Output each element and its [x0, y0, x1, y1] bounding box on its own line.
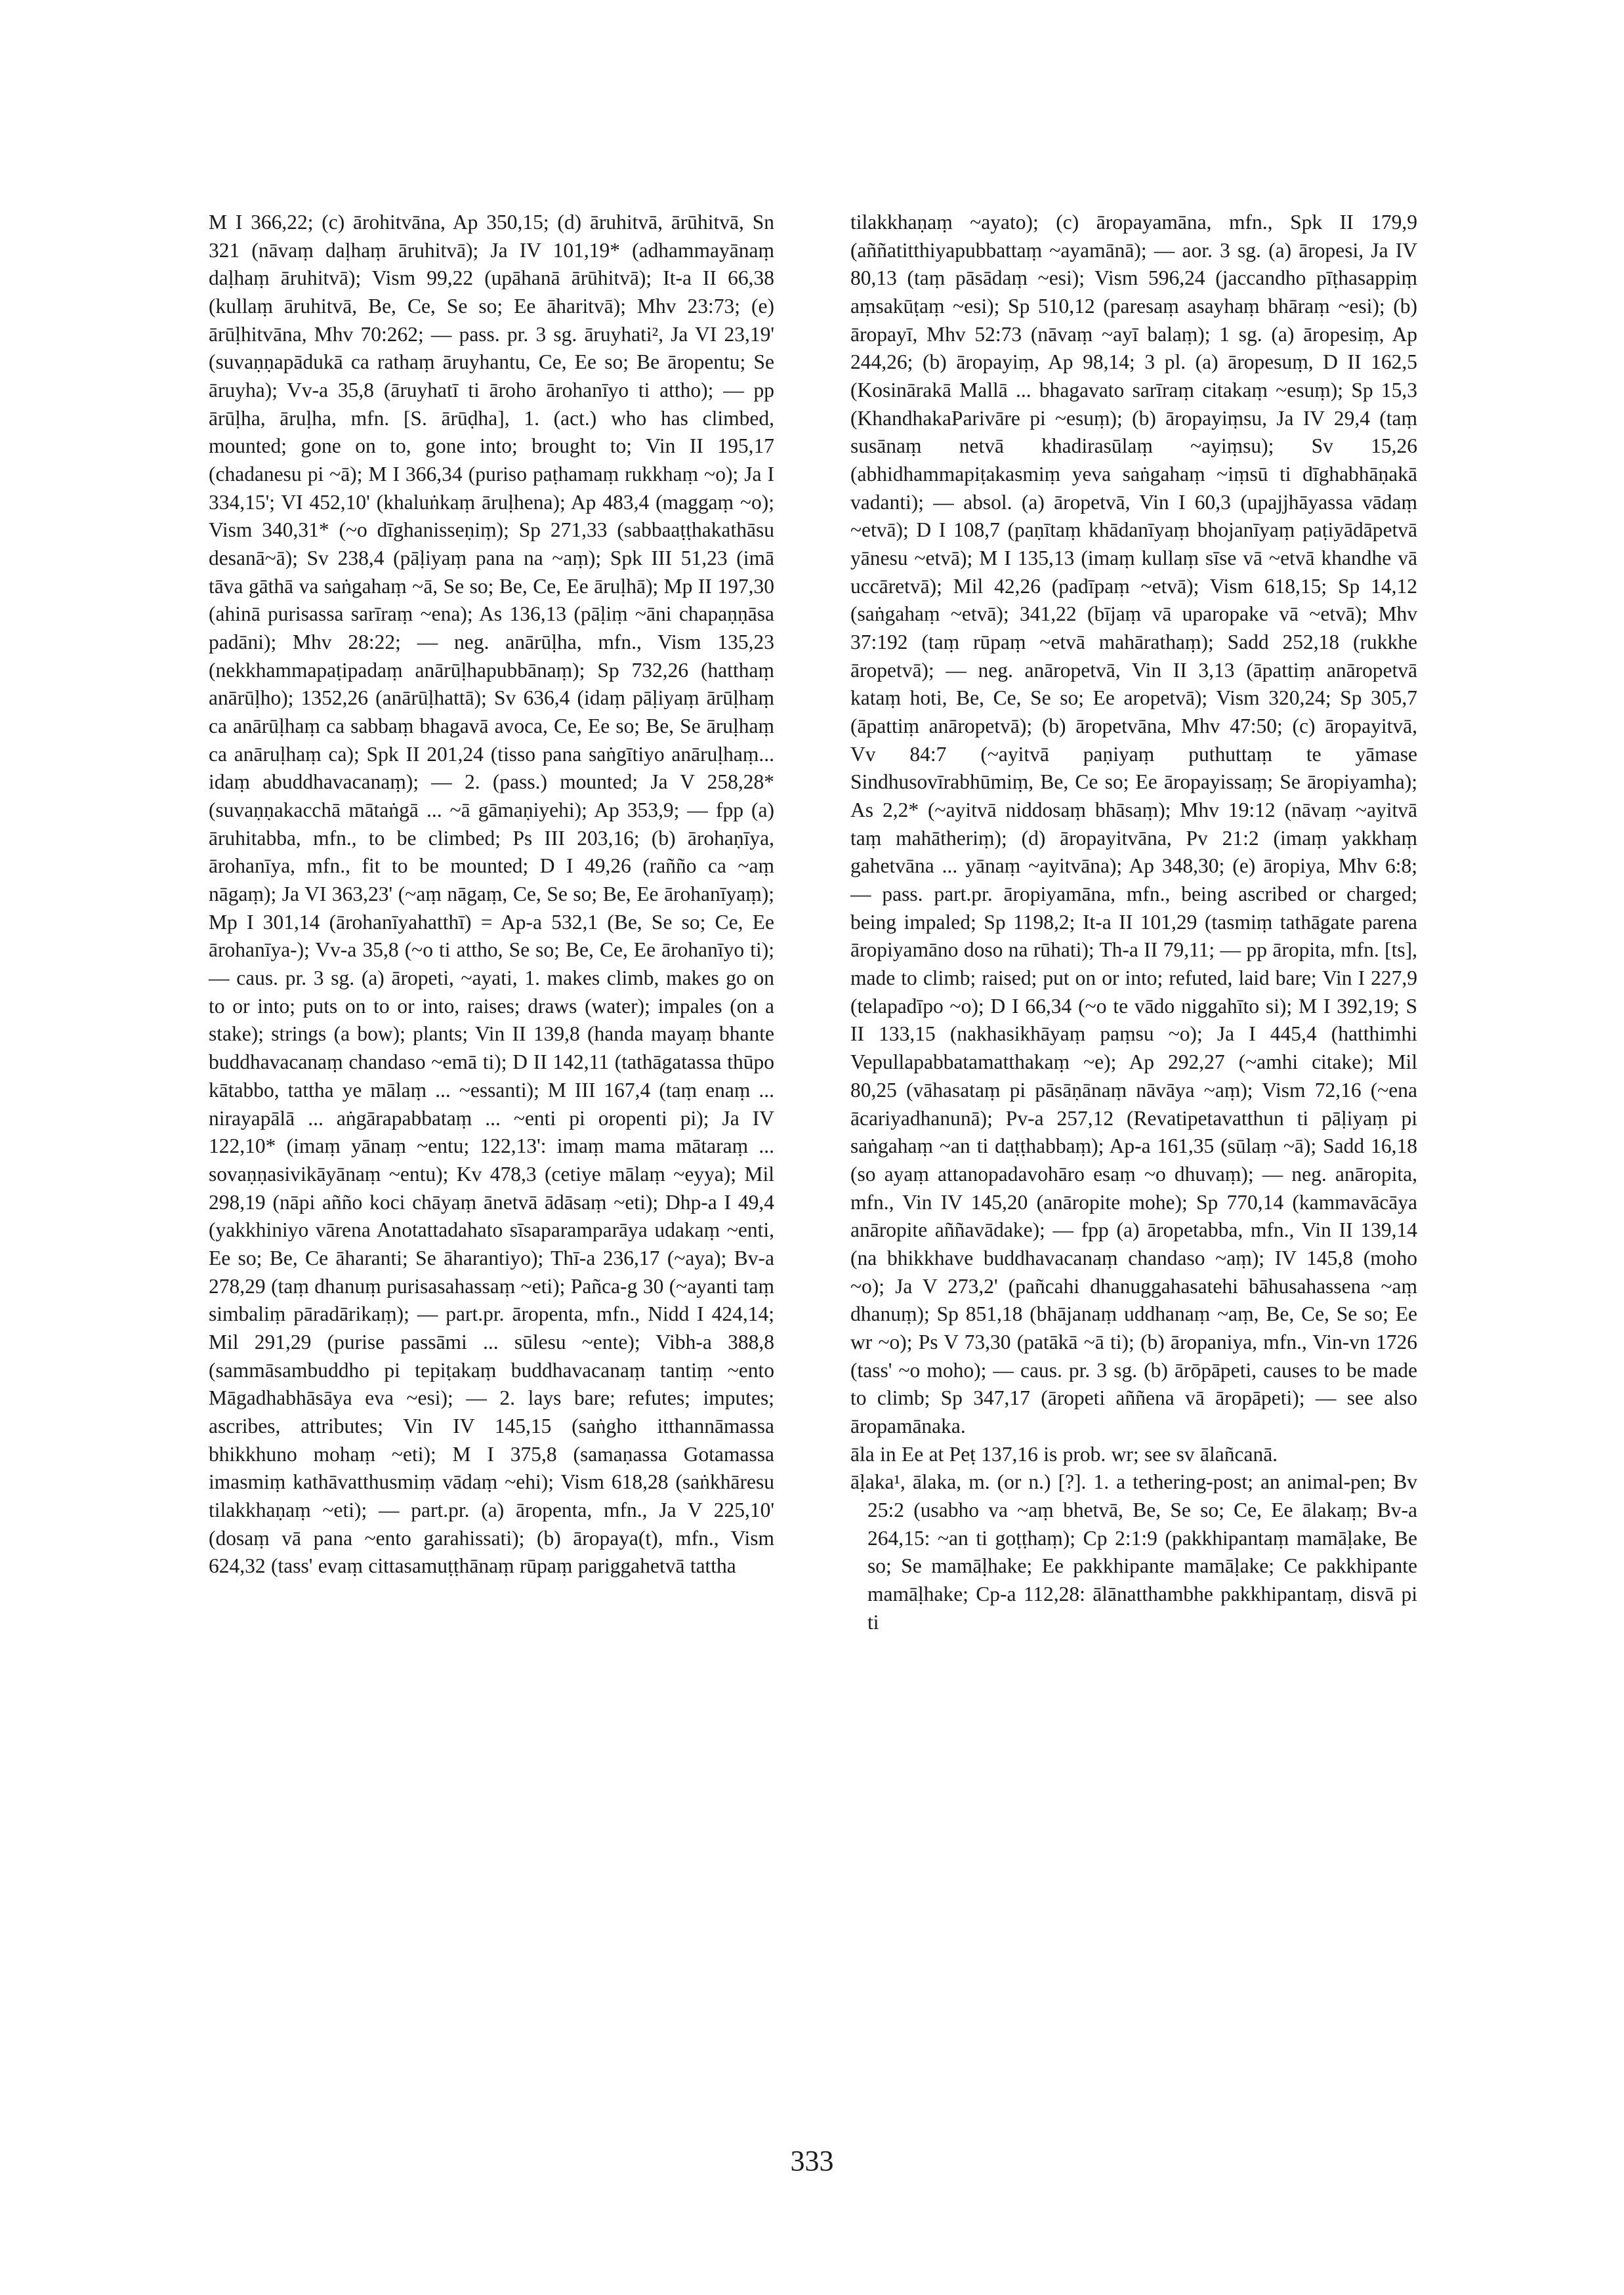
- dictionary-entry-ala: āla in Ee at Peṭ 137,16 is prob. wr; see sv ālañcanā.: [850, 1442, 1278, 1466]
- dictionary-entry-text: M I 366,22; (c) ārohitvāna, Ap 350,15; (d) āruhitvā, ārūhitvā, Sn 321 (nāvaṃ daḷhaṃ āruhitvā); Ja IV 101,19* (adhammayānaṃ daḷhaṃ āruhitvā); Vism 99,22 (upāhanā ārūhitvā); It-a II 66,38 (kullaṃ āruhitvā, Be, Ce, Se so; Ee āharitvā); Mhv 23:73; (e) ārūḷhitvāna, Mhv 70:262; — pass. pr. 3 sg. āruyhati², Ja VI 23,19' (suvaṇṇapādukā ca rathaṃ āruyhantu, Ce, Ee so; Be āropentu; Se āruyha); Vv-a 35,8 (āruyhatī ti āroho ārohanīyo ti attho); — pp ārūḷha, āruḷha, mfn. [S. ārūḍha], 1. (act.) who has climbed, mounted; gone on to, gone into; brought to; Vin II 195,17 (chadanesu pi ~ā); M I 366,34 (puriso paṭhamaṃ rukkhaṃ ~o); Ja I 334,15'; VI 452,10' (khaluṅkaṃ āruḷhena); Ap 483,4 (maggaṃ ~o); Vism 340,31* (~o dīghanisseṇiṃ); Sp 271,33 (sabbaaṭṭhakathāsu desanā~ā); Sv 238,4 (pāḷiyaṃ pana na ~aṃ); Spk III 51,23 (imā tāva gāthā va saṅgahaṃ ~ā, Se so; Be, Ce, Ee āruḷhā); Mp II 197,30 (ahinā purisassa sarīraṃ ~ena); As 136,13 (pāḷiṃ ~āni chapaṇṇāsa padāni); Mhv 28:22; — neg. anārūḷha, mfn., Vism 135,23 (nekkhammapaṭipadaṃ anārūḷhapubbānaṃ); Sp 732,26 (hatthaṃ anārūḷho); 1352,26 (anārūḷhattā); Sv 636,4 (idaṃ pāḷiyaṃ ārūḷhaṃ ca anārūḷhaṃ ca sabbaṃ bhagavā avoca, Ce, Ee so; Be, Se āruḷhaṃ ca anāruḷhaṃ ca); Spk II 201,24 (tisso pana saṅgītiyo anāruḷhaṃ... idaṃ abuddhavacanaṃ); — 2. (pass.) mounted; Ja V 258,28* (suvaṇṇakacchā mātaṅgā ... ~ā gāmaṇiyehi); Ap 353,9; — fpp (a) āruhitabba, mfn., to be climbed; Ps III 203,16; (b) ārohaṇīya, ārohanīya, mfn., fit to be mounted; D I 49,26 (rañño ca ~aṃ nāgaṃ); Ja VI 363,23' (~aṃ nāgaṃ, Ce, Se so; Be, Ee ārohanīyaṃ); Mp I 301,14 (ārohanīyahatthī) = Ap-a 532,1 (Be, Se so; Ce, Ee ārohanīya-); Vv-a 35,8 (~o ti attho, Se so; Be, Ce, Ee ārohanīyo ti); — caus. pr. 3 sg. (a) āropeti, ~ayati, 1. makes climb, makes go on to or into; puts on to or into, raises; draws (water); impales (on a stake); strings (a bow); plants; Vin II 139,8 (handa mayaṃ bhante buddhavacanaṃ chandaso ~emā ti); D II 142,11 (tathāgatassa thūpo kātabbo, tattha ye mālaṃ ... ~essanti); M III 167,4 (taṃ enaṃ ... nirayapālā ... aṅgārapabbataṃ ... ~enti pi oropenti pi); Ja IV 122,10* (imaṃ yānaṃ ~entu; 122,13': imaṃ mama mātaraṃ ... sovaṇṇasivikāyānaṃ ~entu); Kv 478,3 (cetiye mālaṃ ~eyya); Mil 298,19 (nāpi añño koci chāyaṃ ānetvā ādāsaṃ ~eti); Dhp-a I 49,4 (yakkhiniyo vārena Anotattadahato sīsaparamparāya udakaṃ ~enti, Ee so; Be, Ce āharanti; Se āharantiyo); Thī-a 236,17 (~aya); Bv-a 278,29 (taṃ dhanuṃ purisasahassaṃ ~eti); Pañca-g 30 (~ayanti taṃ simbaliṃ pāradārikaṃ); — part.pr. āropenta, mfn., Nidd I 424,14; Mil 291,29 (purise passāmi ... sūlesu ~ente); Vibh-a 388,8 (sammāsambuddho pi tepiṭakaṃ buddhavacanaṃ tantiṃ ~ento Māgadhabhāsāya eva ~esi); — 2. lays bare; refutes; imputes; ascribes, attributes; Vin IV 145,15 (saṅgho itthannāmassa bhikkhuno mohaṃ ~eti); M I 375,8 (samaṇassa Gotamassa imasmiṃ kathāvatthusmiṃ vādaṃ ~ehi); Vism 618,28 (saṅkhāresu tilakkhaṇaṃ ~eti); — part.pr. (a) āropenta, mfn., Ja V 225,10' (dosaṃ vā pana ~ento garahissati); (b) āropaya(t), mfn., Vism 624,32 (tass' evaṃ cittasamuṭṭhānaṃ rūpaṃ pariggahetvā tattha: [209, 211, 774, 1578]
- right-column: [850, 209, 1417, 1636]
- left-column: [209, 209, 774, 1581]
- dictionary-entry-alaka: āḷaka¹, ālaka, m. (or n.) [?]. 1. a tethering-post; an animal-pen; Bv 25:2 (usabho va ~aṃ bhetvā, Be, Se so; Ce, Ee ālakaṃ; Bv-a 264,15: ~an ti goṭṭhaṃ); Cp 2:1:9 (pakkhipantaṃ mamāḷake, Be so; Se mamāḷhake; Ee pakkhipante mamāḷake; Ce pakkhipante mamāḷhake; Cp-a 112,28: ālānatthambhe pakkhipantaṃ, disvā pi ti: [850, 1470, 1417, 1634]
- dictionary-entry-text: tilakkhaṇaṃ ~ayato); (c) āropayamāna, mfn., Spk II 179,9 (aññatitthiyapubbattaṃ ~ayamānā); — aor. 3 sg. (a) āropesi, Ja IV 80,13 (taṃ pāsādaṃ ~esi); Vism 596,24 (jaccandho pīṭhasappiṃ aṃsakūṭaṃ ~esi); Sp 510,12 (paresaṃ asayhaṃ bhāraṃ ~esi); (b) āropayī, Mhv 52:73 (nāvaṃ ~ayī balaṃ); 1 sg. (a) āropesiṃ, Ap 244,26; (b) āropayiṃ, Ap 98,14; 3 pl. (a) āropesuṃ, D II 162,5 (Kosinārakā Mallā ... bhagavato sarīraṃ citakaṃ ~esuṃ); Sp 15,3 (KhandhakaParivāre pi ~esuṃ); (b) āropayiṃsu, Ja IV 29,4 (taṃ susānaṃ netvā khadirasūlaṃ ~ayiṃsu); Sv 15,26 (abhidhammapiṭakasmiṃ yeva saṅgahaṃ ~iṃsū ti dīghabhāṇakā vadanti); — absol. (a) āropetvā, Vin I 60,3 (upajjhāyassa vādaṃ ~etvā); D I 108,7 (paṇītaṃ khādanīyaṃ bhojanīyaṃ paṭiyādāpetvā yānesu ~etvā); M I 135,13 (imaṃ kullaṃ sīse vā ~etvā khandhe vā uccāretvā); Mil 42,26 (padīpaṃ ~etvā); Vism 618,15; Sp 14,12 (saṅgahaṃ ~etvā); 341,22 (bījaṃ vā uparopake vā ~etvā); Mhv 37:192 (taṃ rūpaṃ ~etvā mahārathaṃ); Sadd 252,18 (rukkhe āropetvā); — neg. anāropetvā, Vin II 3,13 (āpattiṃ anāropetvā kataṃ hoti, Be, Ce, Se so; Ee aropetvā); Vism 320,24; Sp 305,7 (āpattiṃ anāropetvā); (b) āropetvāna, Mhv 47:50; (c) āropayitvā, Vv 84:7 (~ayitvā paṇiyaṃ puthuttaṃ te yāmase Sindhusovīrabhūmiṃ, Be, Ce so; Ee āropayissaṃ; Se āropiyamha); As 2,2* (~ayitvā niddosaṃ bhāsaṃ); Mhv 19:12 (nāvaṃ ~ayitvā taṃ mahātheriṃ); (d) āropayitvāna, Pv 21:2 (imaṃ yakkhaṃ gahetvāna ... yānaṃ ~ayitvāna); Ap 348,30; (e) āropiya, Mhv 6:8; — pass. part.pr. āropiyamāna, mfn., being ascribed or charged; being impaled; Sp 1198,2; It-a II 101,29 (tasmiṃ tathāgate parena āropiyamāno doso na rūhati); Th-a II 79,11; — pp āropita, mfn. [ts], made to climb; raised; put on or into; refuted, laid bare; Vin I 227,9 (telapadīpo ~o); D I 66,34 (~o te vādo niggahīto si); M I 392,19; S II 133,15 (nakhasikhāyaṃ paṃsu ~o); Ja I 445,4 (hatthimhi Vepullapabbatamatthakaṃ ~e); Ap 292,27 (~amhi citake); Mil 80,25 (vāhasataṃ pi pāsāṇānaṃ nāvāya ~aṃ); Vism 72,16 (~ena ācariyadhanunā); Pv-a 257,12 (Revatipetavatthun ti pāḷiyaṃ pi saṅgahaṃ ~an ti daṭṭhabbaṃ); Ap-a 161,35 (sūlaṃ ~ā); Sadd 16,18 (so ayaṃ attanopadavohāro esaṃ ~o dhuvaṃ); — neg. anāropita, mfn., Vin IV 145,20 (anāropite mohe); Sp 770,14 (kammavācāya anāropite aññavādake); — fpp (a) āropetabba, mfn., Vin II 139,14 (na bhikkhave buddhavacanaṃ chandaso ~aṃ); IV 145,8 (moho ~o); Ja V 273,2' (pañcahi dhanuggahasatehi bāhusahassena ~aṃ dhanuṃ); Sp 851,18 (bhājanaṃ uddhanaṃ ~aṃ, Be, Ce, Se so; Ee wr ~o); Ps V 73,30 (patākā ~ā ti); (b) āropaniya, mfn., Vin-vn 1726 (tass' ~o moho); — caus. pr. 3 sg. (b) ārōpāpeti, causes to be made to climb; Sp 347,17 (āropeti aññena vā āropāpeti); — see also āropamānaka.: [850, 211, 1417, 1437]
- page-number: 333: [790, 2145, 834, 2177]
